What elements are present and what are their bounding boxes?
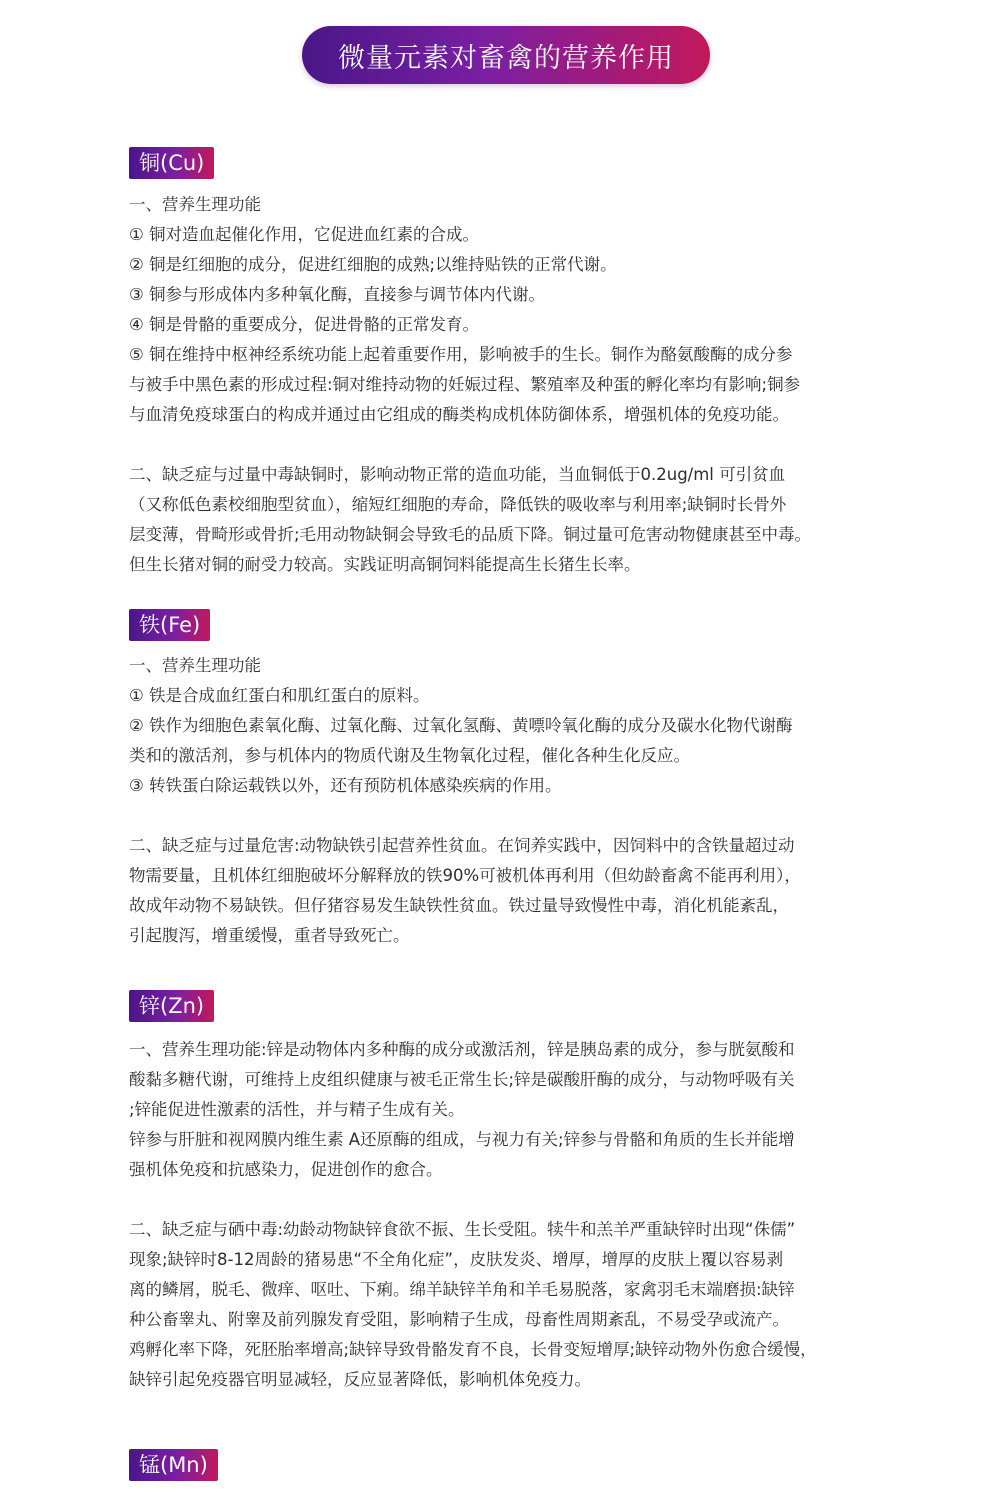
cu-line: ② 铜是红细胞的成分，促进红细胞的成熟;以维持贴铁的正常代谢。 (129, 255, 617, 274)
fe-line: 物需要量，且机体红细胞破坏分解释放的铁90%可被机体再利用（但幼龄畜禽不能再利用）， (129, 866, 801, 885)
zn-line: ;锌能促进性激素的活性，并与精子生成有关。 (129, 1100, 465, 1119)
section-tag-cu: 铜(Cu) (129, 147, 214, 179)
section-tag-zn: 锌(Zn) (129, 990, 214, 1022)
fe-line: 引起腹泻，增重缓慢，重者导致死亡。 (129, 926, 410, 945)
cu-line: ⑤ 铜在维持中枢神经系统功能上起着重要作用，影响被手的生长。铜作为酪氨酸酶的成分参 (129, 345, 793, 364)
cu-line: 与血清免疫球蛋白的构成并通过由它组成的酶类构成机体防御体系，增强机体的免疫功能。 (129, 405, 789, 424)
fe-line: ② 铁作为细胞色素氧化酶、过氧化酶、过氧化氢酶、黄嘌呤氧化酶的成分及碳水化物代谢酶 (129, 716, 793, 735)
zn-line-blank (129, 1185, 889, 1215)
cu-line-blank (129, 430, 889, 460)
section-tag-fe: 铁(Fe) (129, 609, 210, 641)
fe-line: 二、缺乏症与过量危害:动物缺铁引起营养性贫血。在饲养实践中，因饲料中的含铁量超过动 (129, 836, 795, 855)
section-body-cu (129, 190, 889, 580)
zn-line: 种公畜睾丸、附睾及前列腺发育受阻，影响精子生成，母畜性周期紊乱，不易受孕或流产。 (129, 1310, 789, 1329)
fe-line: 一、营养生理功能 (129, 656, 261, 675)
cu-line: （又称低色素校细胞型贫血），缩短红细胞的寿命，降低铁的吸收率与利用率;缺铜时长骨外 (129, 495, 787, 514)
zn-line: 离的鳞屑，脱毛、微痒、呕吐、下痢。绵羊缺锌羊角和羊毛易脱落，家禽羽毛末端磨损:缺锌 (129, 1280, 795, 1299)
cu-line: ① 铜对造血起催化作用，它促进血红素的合成。 (129, 225, 480, 244)
section-body-zn (129, 1035, 889, 1395)
cu-line: 层变薄，骨畸形或骨折;毛用动物缺铜会导致毛的品质下降。铜过量可危害动物健康甚至中毒。 (129, 525, 812, 544)
page-title: 微量元素对畜禽的营养作用 (338, 42, 674, 74)
page-title-banner (302, 26, 710, 84)
zn-line: 酸黏多糖代谢，可维持上皮组织健康与被毛正常生长;锌是碳酸肝酶的成分，与动物呼吸有关 (129, 1070, 795, 1089)
cu-line: 与被手中黑色素的形成过程:铜对维持动物的妊娠过程、繁殖率及种蛋的孵化率均有影响;铜参 (129, 375, 801, 394)
zn-line: 现象;缺锌时8-12周龄的猪易患“不全角化症”，皮肤发炎、增厚，增厚的皮肤上覆以容易剥 (129, 1250, 784, 1269)
fe-line-blank (129, 801, 889, 831)
cu-line: 一、营养生理功能 (129, 195, 261, 214)
zn-line: 强机体免疫和抗感染力，促进创作的愈合。 (129, 1160, 443, 1179)
cu-line: ④ 铜是骨骼的重要成分，促进骨骼的正常发育。 (129, 315, 480, 334)
zn-line: 一、营养生理功能:锌是动物体内多种酶的成分或激活剂，锌是胰岛素的成分，参与胱氨酸和 (129, 1040, 795, 1059)
zn-line: 鸡孵化率下降，死胚胎率增高;缺锌导致骨骼发育不良，长骨变短增厚;缺锌动物外伤愈合缓慢， (129, 1340, 817, 1359)
zn-line: 锌参与肝脏和视网膜内维生素 A还原酶的组成，与视力有关;锌参与骨骼和角质的生长并能增 (129, 1130, 795, 1149)
section-body-fe (129, 651, 889, 951)
cu-line: 二、缺乏症与过量中毒缺铜时，影响动物正常的造血功能，当血铜低于0.2ug/ml 可引贫血 (129, 465, 786, 484)
zn-line: 缺锌引起免疫器官明显减轻，反应显著降低，影响机体免疫力。 (129, 1370, 591, 1389)
fe-line: ① 铁是合成血红蛋白和肌红蛋白的原料。 (129, 686, 430, 705)
cu-line: ③ 铜参与形成体内多种氧化酶，直接参与调节体内代谢。 (129, 285, 546, 304)
fe-line: 类和的激活剂，参与机体内的物质代谢及生物氧化过程，催化各种生化反应。 (129, 746, 690, 765)
section-tag-mn: 锰(Mn) (129, 1449, 218, 1481)
zn-line: 二、缺乏症与硒中毒:幼龄动物缺锌食欲不振、生长受阻。犊牛和羔羊严重缺锌时出现“侏儒” (129, 1220, 796, 1239)
fe-line: 故成年动物不易缺铁。但仔猪容易发生缺铁性贫血。铁过量导致慢性中毒，消化机能紊乱， (129, 896, 789, 915)
cu-line: 但生长猪对铜的耐受力较高。实践证明高铜饲料能提高生长猪生长率。 (129, 555, 641, 574)
fe-line: ③ 转铁蛋白除运载铁以外，还有预防机体感染疾病的作用。 (129, 776, 562, 795)
